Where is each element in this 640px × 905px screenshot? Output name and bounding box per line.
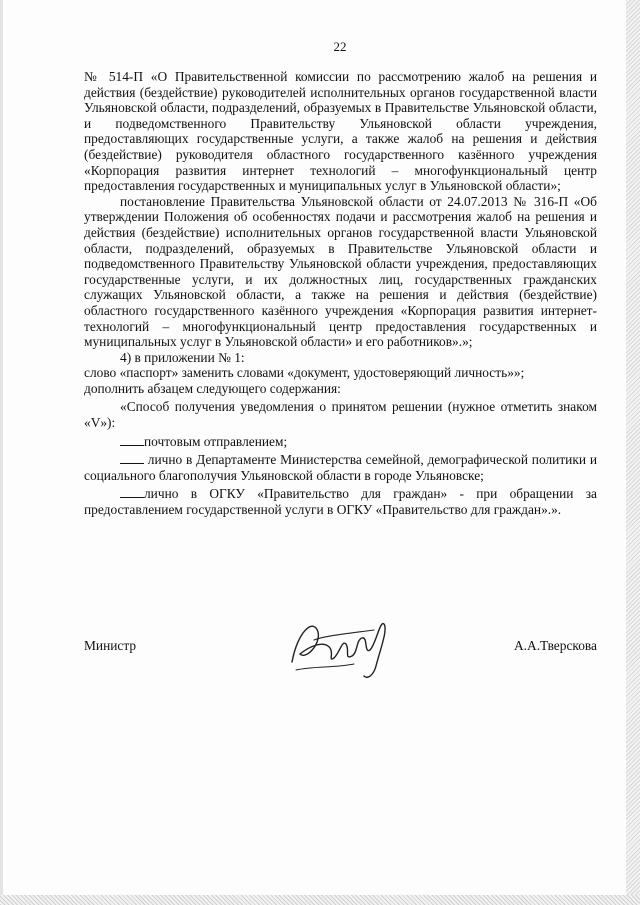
paragraph: [84, 399, 597, 430]
paragraph-text: «Способ получения уведомления о принятом решении (нужное отметить знаком «V»):: [84, 399, 597, 431]
paragraph: [84, 365, 597, 381]
blank-line: [120, 435, 144, 446]
scan-edge-bottom: [0, 895, 640, 905]
paragraph: [84, 486, 597, 517]
paragraph: [84, 381, 597, 397]
paragraph: [84, 350, 597, 366]
paragraph-text: № 514-П «О Правительственной комиссии по рассмотрению жалоб на решения и действия (бездействие) руководителей исполнительных органов государственной власти Ульяновской области, подразделений, образуемых в Правительстве Ульяновской области, и подведомственного Правительству Ульяновской области учреждения, предоставляющих государственные услуги, а также жалоб на решения и действия (бездействие) руководителя областного государственного казённого учреждения «Корпорация развития интернет технологий – многофункциональный центр предоставления государственных и муниципальных услуг в Ульяновской области»;: [84, 69, 597, 194]
paragraph-text: лично в ОГКУ «Правительство для граждан» - при обращении за предоставлением государственной услуги в ОГКУ «Правительство для граждан».».: [84, 486, 597, 518]
blank-line: [120, 487, 144, 498]
scan-edge-right: [626, 0, 640, 905]
paragraph-text: 4) в приложении № 1:: [120, 349, 245, 365]
scan-edge-left: [0, 0, 3, 905]
paragraph: [84, 434, 597, 450]
paragraph-text: лично в Департаменте Министерства семейной, демографической политики и социального благополучия Ульяновской области в городе Ульяновске;: [84, 452, 597, 483]
paragraph: [84, 194, 597, 350]
signature-block: [84, 638, 597, 698]
signatory-name: А.А.Тверскова: [514, 638, 597, 653]
signatory-title: Министр: [84, 638, 137, 653]
paragraph: [84, 452, 597, 483]
paragraph-text: слово «паспорт» заменить словами «документ, удостоверяющий личность»»;: [84, 365, 525, 381]
paragraph-text: почтовым отправлением;: [144, 433, 288, 449]
paragraph-text: постановление Правительства Ульяновской области от 24.07.2013 № 316-П «Об утверждении Положения об особенностях подачи и рассмотрения жалоб на решения и действия (бездействие) исполнительных органов государственной власти Ульяновской области, подразделений, образуемых в Правительстве Ульяновской области и подведомственного Правительству Ульяновской области учреждения, предоставляющих государственные услуги, и их должностных лиц, государственных гражданских служащих Ульяновской области, а также на решения и действия (бездействие) областного государственного казённого учреждения «Корпорация развития интернет-технологий – многофункциональный центр предоставления государственных и муниципальных услуг в Ульяновской области» и его работников».»;: [84, 193, 597, 350]
page-number: 22: [333, 39, 347, 54]
handwritten-signature: [284, 610, 394, 690]
paragraph: [84, 69, 597, 194]
paragraph-text: дополнить абзацем следующего содержания:: [84, 380, 341, 396]
body-text: [84, 69, 597, 518]
blank-line: [120, 453, 144, 464]
